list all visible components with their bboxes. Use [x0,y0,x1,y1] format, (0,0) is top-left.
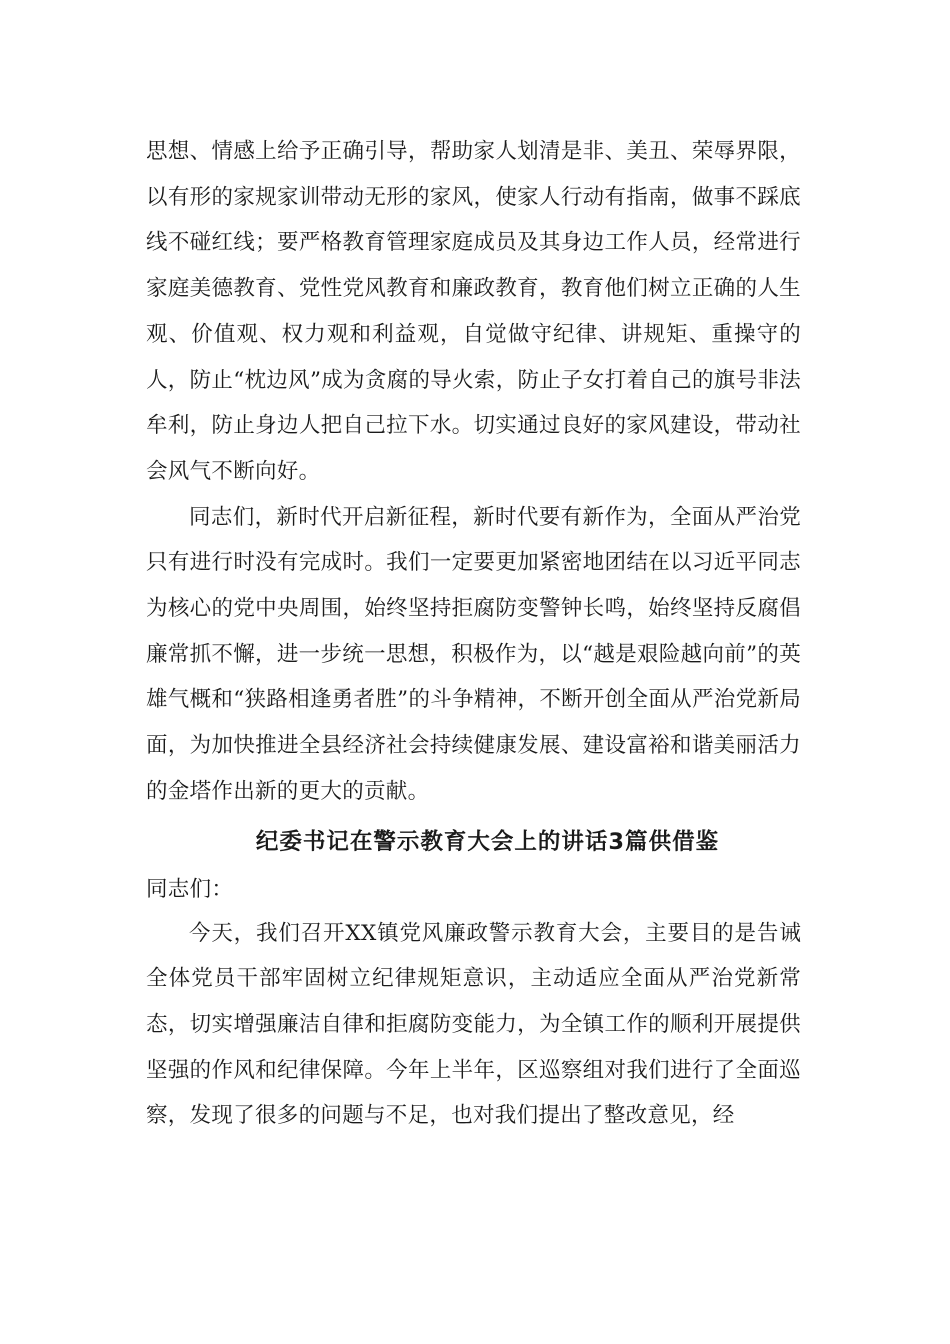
salutation: 同志们： [146,876,234,902]
paragraph-family-style: 思想、情感上给予正确引导，帮助家人划清是非、美丑、荣辱界限，以有形的家规家训带动无形的家风，使家人行动有指南，做事不踩底线不碰红线；要严格教育管理家庭成员及其身边工作人员，经常进行家庭美德教育、党性党风教育和廉政教育，教育他们树立正确的人生观、价值观、权力观和利益观，自觉做守纪律、讲规矩、重操守的人，防止“枕边风”成为贪腐的导火索，防止子女打着自己的旗号非法牟利，防止身边人把自己拉下水。切实通过良好的家风建设，带动社会风气不断向好。 [146,139,801,484]
paragraph-meeting-purpose: 今天，我们召开XX镇党风廉政警示教育大会，主要目的是告诫全体党员干部牢固树立纪律规矩意识，主动适应全面从严治党新常态，切实增强廉洁自律和拒腐防变能力，为全镇工作的顺利开展提供坚强的作风和纪律保障。今年上半年，区巡察组对我们进行了全面巡察，发现了很多的问题与不足，也对我们提出了整改意见，经 [146,920,801,1129]
paragraph-closing-appeal: 同志们，新时代开启新征程，新时代要有新作为，全面从严治党只有进行时没有完成时。我们一定要更加紧密地团结在以习近平同志为核心的党中央周围，始终坚持拒腐防变警钟长鸣，始终坚持反腐倡廉常抓不懈，进一步统一思想，积极作为，以“越是艰险越向前”的英雄气概和“狭路相逢勇者胜”的斗争精神，不断开创全面从严治党新局面，为加快推进全县经济社会持续健康发展、建设富裕和谐美丽活力的金塔作出新的更大的贡献。 [146,504,801,804]
document-body [146,129,801,1139]
section-title: 纪委书记在警示教育大会上的讲话3篇供借鉴 [255,828,720,855]
